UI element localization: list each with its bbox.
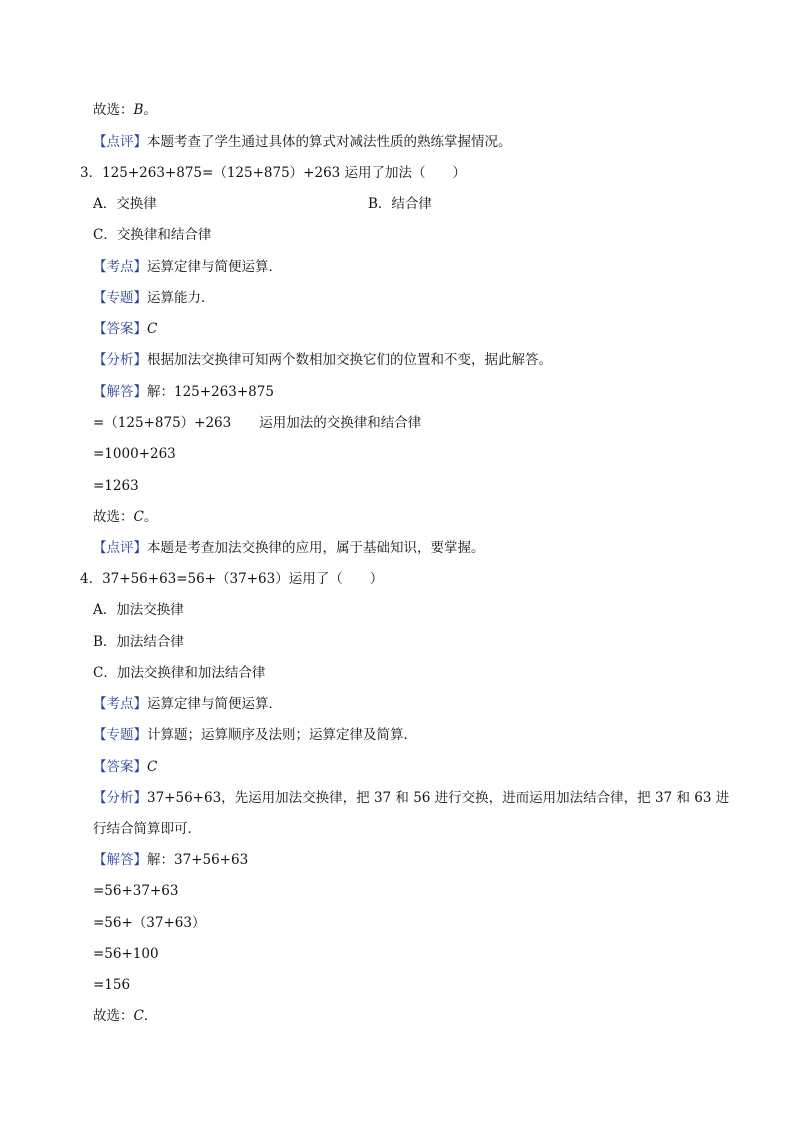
q3-step-1: =（125+875）+263: [93, 415, 232, 431]
q3-zhuanti-tag: 【专题】: [93, 290, 147, 306]
q4-answer-line: [93, 757, 157, 777]
q4-option-b: B．加法结合律: [93, 634, 184, 650]
q4-option-a: A．加法交换律: [93, 602, 184, 618]
q3-option-a: A．交换律: [93, 196, 157, 212]
q3-zhuanti-line: [93, 288, 215, 308]
q4-analysis-tag: 【分析】: [93, 790, 147, 806]
q4-step-4: =156: [93, 977, 131, 993]
q3-option-c: C．交换律和结合律: [93, 227, 212, 243]
q4-kaodian: 运算定律与简便运算．: [147, 696, 282, 712]
q4-kaodian-tag: 【考点】: [93, 696, 147, 712]
q4-step-2: =56+（37+63）: [93, 915, 206, 931]
q3-solution-tag: 【解答】: [93, 384, 147, 400]
q4-option-c: C．加法交换律和加法结合律: [93, 665, 266, 681]
q3-answer-tag: 【答案】: [93, 321, 147, 337]
q3-analysis-line: [93, 350, 552, 370]
q4-zhuanti: 计算题；运算顺序及法则；运算定律及简算．: [147, 727, 417, 743]
q3-comment: 本题是考查加法交换律的应用，属于基础知识，要掌握。: [147, 540, 485, 556]
q3-conclusion-end: 。: [143, 509, 158, 525]
conclusion-line: [93, 100, 157, 120]
question-4-stem: 4．37+56+63=56+（37+63）运用了（ ）: [80, 571, 384, 587]
q4-analysis-text-1: 37+56+63，先运用加法交换律，把 37 和 56 进行交换，进而运用加法结合律，把 37 和 63 进: [147, 790, 730, 806]
q4-solution-first: 解：37+56+63: [147, 852, 249, 868]
q4-conclusion-line: [93, 1006, 157, 1026]
q4-conclusion-answer: C: [133, 1008, 144, 1024]
q4-conclusion-end: ．: [143, 1008, 158, 1024]
question-3-options-ab: [93, 194, 713, 214]
q4-solution-line: [93, 850, 248, 870]
comment-line: [93, 132, 512, 152]
comment-tag: 【点评】: [93, 134, 147, 150]
conclusion-label: 故选：: [93, 102, 134, 118]
q3-option-b: B．结合律: [368, 196, 432, 212]
comment-text: 本题考查了学生通过具体的算式对减法性质的熟练掌握情况。: [147, 134, 512, 150]
q4-step-3: =56+100: [93, 946, 159, 962]
q3-conclusion-line: [93, 507, 157, 527]
q4-zhuanti-line: [93, 725, 417, 745]
q4-analysis-line-1: [93, 788, 729, 808]
q4-step-1: =56+37+63: [93, 883, 179, 899]
q3-comment-line: [93, 538, 485, 558]
q3-comment-tag: 【点评】: [93, 540, 147, 556]
q3-kaodian: 运算定律与简便运算．: [147, 259, 282, 275]
q3-kaodian-tag: 【考点】: [93, 259, 147, 275]
q3-solution-first: 解：125+263+875: [147, 384, 274, 400]
conclusion-end: 。: [143, 102, 157, 118]
q3-analysis: 根据加法交换律可知两个数相加交换它们的位置和不变，据此解答。: [147, 352, 552, 368]
q4-answer: C: [147, 759, 158, 775]
q3-step-1-line: [93, 413, 421, 433]
q3-conclusion-answer: C: [133, 509, 144, 525]
q4-conclusion-label: 故选：: [93, 1008, 134, 1024]
q3-analysis-tag: 【分析】: [93, 352, 147, 368]
q3-zhuanti: 运算能力．: [147, 290, 215, 306]
q3-step-3: =1263: [93, 478, 139, 494]
q3-step-2: =1000+263: [93, 446, 176, 462]
q4-kaodian-line: [93, 694, 282, 714]
q3-conclusion-label: 故选：: [93, 509, 134, 525]
q3-solution-line: [93, 382, 274, 402]
conclusion-answer: B: [133, 102, 144, 118]
q3-answer: C: [147, 321, 158, 337]
q3-step-1-note: 运用加法的交换律和结合律: [259, 415, 422, 431]
q4-answer-tag: 【答案】: [93, 759, 147, 775]
question-3-stem: 3．125+263+875=（125+875）+263 运用了加法（ ）: [80, 165, 467, 181]
q3-answer-line: [93, 319, 157, 339]
q3-kaodian-line: [93, 257, 282, 277]
q4-analysis-line-2: 行结合简算即可．: [93, 821, 201, 837]
q4-zhuanti-tag: 【专题】: [93, 727, 147, 743]
q4-solution-tag: 【解答】: [93, 852, 147, 868]
